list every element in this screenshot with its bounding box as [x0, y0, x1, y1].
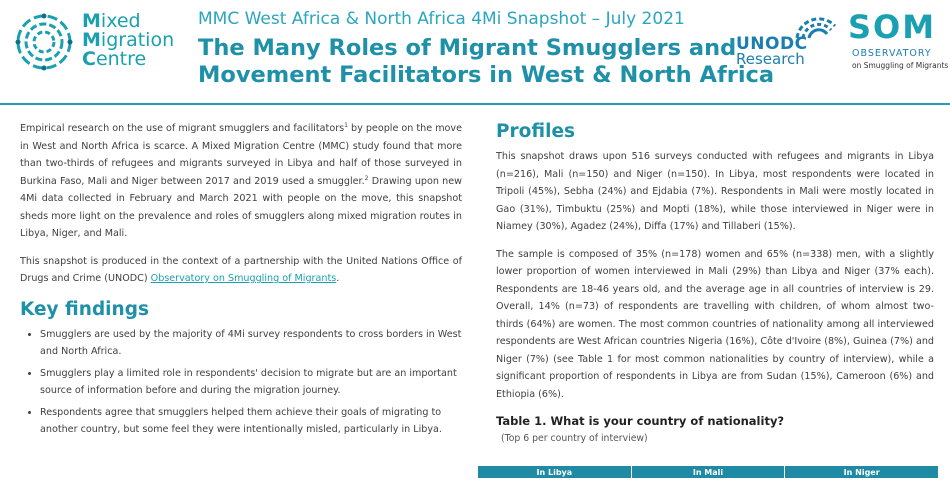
mmc-name-initial-m2: M: [82, 29, 101, 51]
key-findings-list: [20, 326, 462, 439]
table-header-libya: In Libya: [478, 466, 632, 478]
snapshot-label: MMC West Africa & North Africa 4Mi Snapshot – July 2021: [198, 9, 685, 29]
som-logo-letters: SOM: [848, 8, 937, 46]
mmc-name-initial-c: C: [82, 48, 96, 70]
nationality-table-header: [478, 466, 938, 478]
som-smuggling-label: on Smuggling of Migrants: [852, 61, 949, 70]
header-divider: [0, 103, 950, 105]
mmc-name-line1: ixed: [100, 10, 141, 32]
intro-text-c: Drawing upon new 4Mi data collected in February and March 2021 with people on the move, this snapshot sheds more light on the prevalence and roles of smugglers along mixed migration routes in Libya, Niger, and Mali.: [20, 175, 462, 239]
context-text-a: This snapshot is produced in the context of a partnership with the United Nations Office of Drugs and Crime (UNODC): [20, 255, 462, 284]
som-observatory-label: OBSERVATORY: [852, 48, 932, 59]
intro-text-a: Empirical research on the use of migrant smugglers and facilitators: [20, 123, 345, 134]
key-finding-item: • Smugglers play a limited role in respondents' decision to migrate but are an important source of information before and during the migration journey.: [40, 365, 462, 400]
key-finding-item: • Smugglers are used by the majority of 4Mi survey respondents to cross borders in West and North Africa.: [40, 326, 462, 361]
key-finding-item: • Respondents agree that smugglers helped them achieve their goals of migrating to another country, but some feel they were intentionally misled, particularly in Libya.: [40, 404, 462, 439]
profiles-paragraph-1: This snapshot draws upon 516 surveys conducted with refugees and migrants in Libya (n=216), Mali (n=150) and Niger (n=150). In Libya, most respondents were located in Tripoli (45%), Sebha (24%) and Ejdabia (7%). Respondents in Mali were mostly located in Gao (31%), Timbuktu (25%) and Mopti (18%), while those interviewed in Niger were in Niamey (30%), Agadez (24%), Diffa (17%) and Tillaberi (15%).: [496, 151, 934, 232]
intro-text-b: by people on the move in West and North Africa is scarce. A Mixed Migration Centre (MMC) study found that more than two-thirds of refugees and migrants surveyed in Libya and half of those surveyed in Burkina Faso, Mali and Niger between 2017 and 2019 used a smuggler.: [20, 123, 462, 187]
mmc-name-initial-m: M: [82, 10, 101, 32]
context-text-b: .: [336, 273, 340, 284]
right-column: [496, 120, 934, 448]
som-link[interactable]: Observatory on Smuggling of Migrants: [150, 273, 337, 284]
table-title: Table 1. What is your country of nationality?: [496, 414, 785, 428]
report-title-line1: The Many Roles of Migrant Smugglers and: [198, 35, 737, 61]
report-header: [0, 0, 950, 104]
table-header-mali: In Mali: [632, 466, 786, 478]
unodc-research-label: Research: [736, 50, 805, 68]
left-column: [20, 120, 462, 443]
table-note: (Top 6 per country of interview): [501, 433, 648, 444]
intro-paragraph: [20, 120, 462, 243]
footnote-ref-1[interactable]: 1: [344, 121, 348, 129]
report-title: [198, 35, 774, 89]
footnote-ref-2[interactable]: 2: [364, 174, 369, 182]
report-title-line2: Movement Facilitators in West & North Africa: [198, 62, 775, 88]
table-header-niger: In Niger: [843, 468, 880, 477]
mmc-wordmark: [82, 12, 174, 69]
mmc-name-line3: entre: [95, 48, 147, 70]
key-findings-heading: Key findings: [20, 298, 149, 320]
mmc-logo-icon: [14, 12, 74, 72]
unodc-name: UNODC: [736, 34, 808, 54]
profiles-paragraph-2: The sample is composed of 35% (n=178) women and 65% (n=338) men, with a slightly lower proportion of women interviewed in Mali (29%) than Libya and Niger (37% each). Respondents are 18-46 years old, and the average age in all countries of interview is 29. Overall, 14% (n=73) of respondents are travelling with children, of whom almost two-thirds (64%) are women. The most common countries of nationality among all interviewed respondents are West African countries Nigeria (16%), Côte d'Ivoire (8%), Guinea (7%) and Niger (7%) (see Table 1 for most common nationalities by country of interview), while a significant proportion of respondents in Libya are from Sudan (15%), Cameroon (6%) and Ethiopia (6%).: [496, 248, 934, 400]
context-paragraph: [20, 253, 462, 288]
profiles-heading: Profiles: [496, 121, 576, 142]
mmc-name-line2: igration: [100, 29, 175, 51]
